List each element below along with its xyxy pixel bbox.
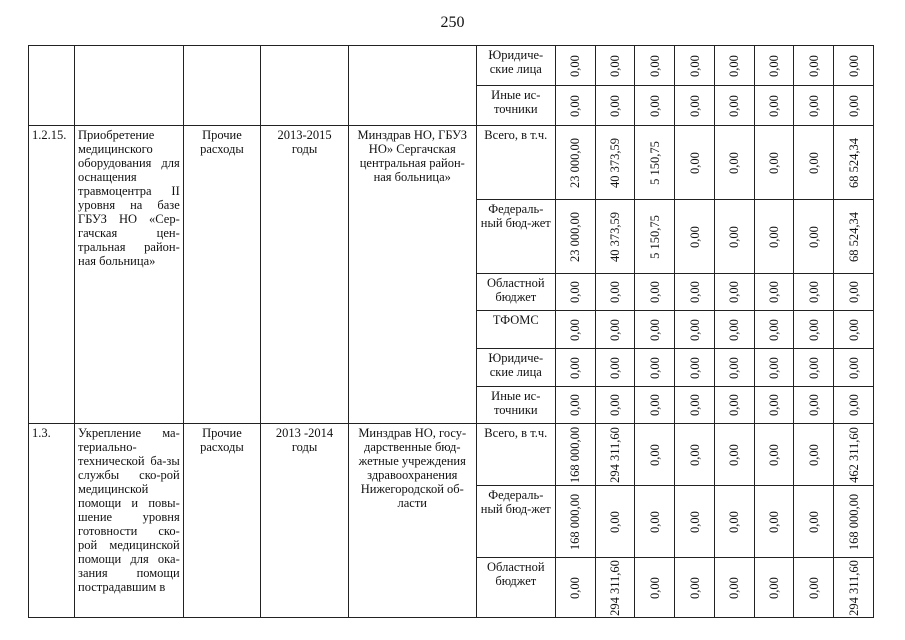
cell-executor [348, 46, 476, 126]
value-cell: 0,00 [834, 274, 874, 311]
value-cell: 23 000,00 [556, 126, 596, 200]
table-row [29, 46, 874, 86]
value-cell: 0,00 [794, 126, 834, 200]
value-cell: 0,00 [675, 311, 715, 349]
value-cell: 0,00 [556, 349, 596, 387]
value-cell: 0,00 [635, 424, 675, 486]
value-cell: 0,00 [754, 349, 794, 387]
funding-source: Всего, в т.ч. [476, 126, 555, 200]
value-cell: 5 150,75 [635, 200, 675, 274]
value-cell: 0,00 [834, 46, 874, 86]
value-cell: 0,00 [834, 311, 874, 349]
value-cell: 0,00 [635, 46, 675, 86]
value-cell: 0,00 [714, 86, 754, 126]
value-cell: 0,00 [794, 486, 834, 558]
funding-source: Юридиче-ские лица [476, 46, 555, 86]
value-cell: 0,00 [714, 424, 754, 486]
value-cell: 0,00 [714, 387, 754, 424]
value-cell: 0,00 [675, 424, 715, 486]
value-cell: 294 311,60 [834, 558, 874, 618]
funding-source: ТФОМС [476, 311, 555, 349]
value-cell: 0,00 [754, 46, 794, 86]
value-cell: 0,00 [556, 274, 596, 311]
value-cell: 0,00 [675, 86, 715, 126]
value-cell: 0,00 [834, 86, 874, 126]
executor: Минздрав НО, госу-дарственные бюд-жетные учреждения здравоохранения Нижегородской об-ласти [348, 424, 476, 618]
years: 2013 -2014 годы [261, 424, 349, 618]
value-cell: 0,00 [635, 311, 675, 349]
value-cell: 0,00 [635, 486, 675, 558]
value-cell: 0,00 [556, 86, 596, 126]
funding-source: Юридиче-ские лица [476, 349, 555, 387]
value-cell: 0,00 [675, 200, 715, 274]
value-cell: 0,00 [635, 558, 675, 618]
funding-source: Федераль-ный бюд-жет [476, 200, 555, 274]
value-cell: 0,00 [754, 558, 794, 618]
value-cell: 0,00 [556, 46, 596, 86]
cell-years [261, 46, 349, 126]
value-cell: 0,00 [794, 424, 834, 486]
value-cell: 0,00 [794, 349, 834, 387]
value-cell: 0,00 [714, 46, 754, 86]
value-cell: 168 000,00 [556, 486, 596, 558]
value-cell: 0,00 [714, 349, 754, 387]
value-cell: 5 150,75 [635, 126, 675, 200]
value-cell: 0,00 [754, 486, 794, 558]
expense-type: Прочие расходы [183, 126, 260, 424]
value-cell: 0,00 [794, 86, 834, 126]
value-cell: 0,00 [635, 86, 675, 126]
funding-source: Всего, в т.ч. [476, 424, 555, 486]
value-cell: 0,00 [595, 349, 635, 387]
value-cell: 0,00 [635, 349, 675, 387]
value-cell: 0,00 [794, 311, 834, 349]
value-cell: 40 373,59 [595, 126, 635, 200]
item-name: Укрепление ма-териально-технической ба-зы службы ско-рой медицинской помощи и повы-шение уровня готовности ско-рой медицинской помощи для ока-зания помощи пострадавшим в [75, 424, 184, 618]
value-cell: 0,00 [714, 274, 754, 311]
value-cell: 0,00 [595, 486, 635, 558]
value-cell: 0,00 [595, 311, 635, 349]
funding-source: Иные ис-точники [476, 86, 555, 126]
value-cell: 0,00 [754, 200, 794, 274]
table-row [29, 424, 874, 486]
item-name: Приобретение медицинского оборудования для оснащения травмоцентра II уровня на базе ГБУЗ НО «Сер-гачская цен-тральная район-ная больница» [75, 126, 184, 424]
value-cell: 0,00 [794, 200, 834, 274]
value-cell: 0,00 [754, 424, 794, 486]
value-cell: 462 311,60 [834, 424, 874, 486]
value-cell: 0,00 [794, 46, 834, 86]
value-cell: 0,00 [556, 311, 596, 349]
value-cell: 0,00 [675, 46, 715, 86]
value-cell: 0,00 [794, 387, 834, 424]
value-cell: 0,00 [714, 126, 754, 200]
cell-expense-type [183, 46, 260, 126]
value-cell: 68 524,34 [834, 200, 874, 274]
value-cell: 0,00 [714, 311, 754, 349]
item-number: 1.3. [29, 424, 75, 618]
value-cell: 0,00 [595, 86, 635, 126]
value-cell: 0,00 [675, 486, 715, 558]
value-cell: 0,00 [675, 387, 715, 424]
funding-source: Областной бюджет [476, 558, 555, 618]
value-cell: 0,00 [556, 558, 596, 618]
value-cell: 68 524,34 [834, 126, 874, 200]
value-cell: 23 000,00 [556, 200, 596, 274]
value-cell: 0,00 [675, 126, 715, 200]
executor: Минздрав НО, ГБУЗ НО» Сергачская центральная район-ная больница» [348, 126, 476, 424]
cell-number [29, 46, 75, 126]
value-cell: 0,00 [595, 387, 635, 424]
value-cell: 294 311,60 [595, 558, 635, 618]
funding-source: Областной бюджет [476, 274, 555, 311]
value-cell: 0,00 [834, 349, 874, 387]
value-cell: 0,00 [754, 387, 794, 424]
value-cell: 0,00 [556, 387, 596, 424]
value-cell: 0,00 [754, 86, 794, 126]
table-row [29, 126, 874, 200]
budget-table [28, 45, 874, 618]
value-cell: 168 000,00 [834, 486, 874, 558]
value-cell: 0,00 [834, 387, 874, 424]
page-number: 250 [440, 14, 465, 31]
years: 2013-2015 годы [261, 126, 349, 424]
item-number: 1.2.15. [29, 126, 75, 424]
value-cell: 0,00 [754, 311, 794, 349]
expense-type: Прочие расходы [183, 424, 260, 618]
value-cell: 0,00 [754, 126, 794, 200]
value-cell: 0,00 [675, 558, 715, 618]
value-cell: 0,00 [635, 387, 675, 424]
value-cell: 0,00 [754, 274, 794, 311]
value-cell: 0,00 [714, 486, 754, 558]
value-cell: 294 311,60 [595, 424, 635, 486]
value-cell: 0,00 [794, 274, 834, 311]
value-cell: 0,00 [675, 349, 715, 387]
value-cell: 0,00 [635, 274, 675, 311]
cell-name [75, 46, 184, 126]
value-cell: 40 373,59 [595, 200, 635, 274]
funding-source: Федераль-ный бюд-жет [476, 486, 555, 558]
value-cell: 168 000,00 [556, 424, 596, 486]
value-cell: 0,00 [675, 274, 715, 311]
value-cell: 0,00 [794, 558, 834, 618]
funding-source: Иные ис-точники [476, 387, 555, 424]
value-cell: 0,00 [714, 558, 754, 618]
value-cell: 0,00 [595, 274, 635, 311]
value-cell: 0,00 [714, 200, 754, 274]
value-cell: 0,00 [595, 46, 635, 86]
